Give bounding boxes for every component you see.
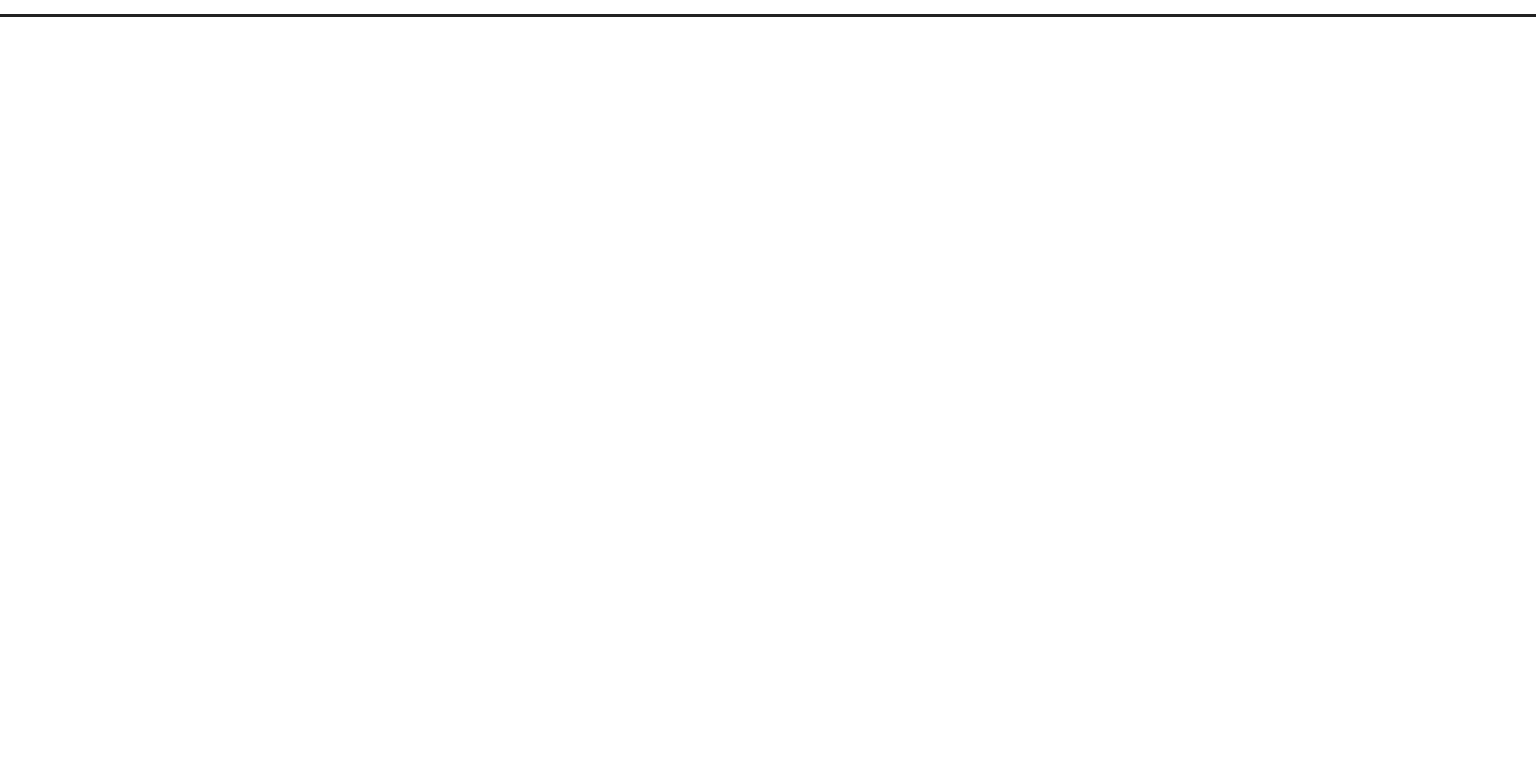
top-rule: [0, 14, 1536, 17]
